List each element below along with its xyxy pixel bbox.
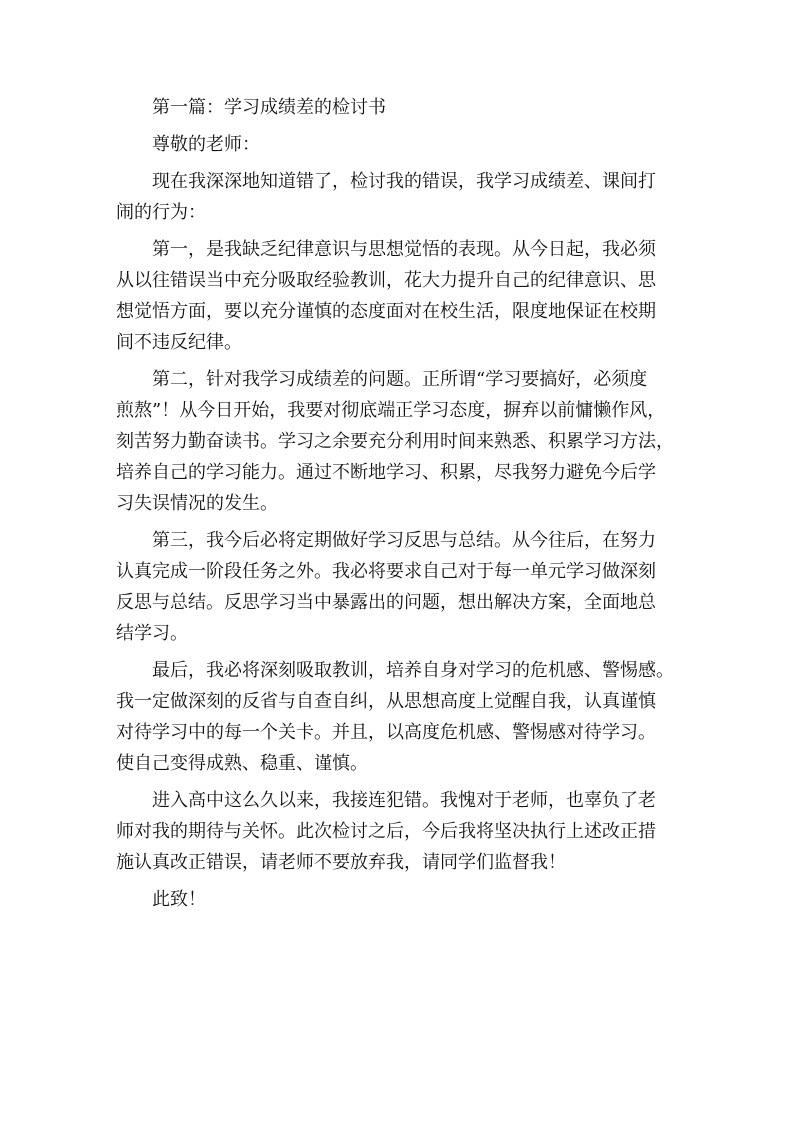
paragraph-line: 对待学习中的每一个关卡。并且，以高度危机感、警惕感对待学习。 [116, 722, 656, 743]
paragraph-line: 使自己变得成熟、稳重、谨慎。 [116, 753, 368, 774]
paragraph-line: 培养自己的学习能力。通过不断地学习、积累，尽我努力避免今后学 [116, 462, 656, 483]
paragraph-line: 施认真改正错误，请老师不要放弃我，请同学们监督我！ [116, 852, 566, 873]
paragraph-line: 现在我深深地知道错了，检讨我的错误，我学习成绩差、课间打 [152, 171, 656, 192]
paragraph-line: 第三，我今后必将定期做好学习反思与总结。从今往后，在努力 [152, 530, 656, 551]
paragraph-line: 第一，是我缺乏纪律意识与思想觉悟的表现。从今日起，我必须 [152, 239, 656, 260]
salutation: 尊敬的老师： [152, 134, 260, 155]
paragraph-line: 进入高中这么久以来，我接连犯错。我愧对于老师，也辜负了老 [152, 790, 656, 811]
paragraph-line: 第二，针对我学习成绩差的问题。正所谓“学习要搞好，必须度 [152, 369, 648, 390]
paragraph-line: 习失误情况的发生。 [116, 493, 278, 514]
paragraph-line: 煎熬”！从今日开始，我要对彻底端正学习态度，摒弃以前慵懒作风， [116, 400, 666, 421]
closing-line: 此致！ [152, 889, 206, 910]
paragraph-line: 间不违反纪律。 [116, 332, 242, 353]
paragraph-line: 闹的行为： [116, 202, 206, 223]
paragraph-line: 师对我的期待与关怀。此次检讨之后，今后我将坚决执行上述改正措 [116, 821, 656, 842]
paragraph-line: 刻苦努力勤奋读书。学习之余要充分利用时间来熟悉、积累学习方法， [116, 431, 674, 452]
paragraph-line: 结学习。 [116, 623, 188, 644]
paragraph-line: 认真完成一阶段任务之外。我必将要求自己对于每一单元学习做深刻 [116, 561, 656, 582]
paragraph-line: 从以往错误当中充分吸取经验教训，花大力提升自己的纪律意识、思 [116, 270, 656, 291]
paragraph-line: 想觉悟方面，要以充分谨慎的态度面对在校生活，限度地保证在校期 [116, 301, 656, 322]
document-body [116, 92, 692, 915]
paragraph-line: 最后，我必将深刻吸取教训，培养自身对学习的危机感、警惕感。 [152, 660, 674, 681]
paragraph-line: 我一定做深刻的反省与自查自纠，从思想高度上觉醒自我，认真谨慎 [116, 691, 656, 712]
document-title: 第一篇：学习成绩差的检讨书 [152, 97, 386, 118]
paragraph-line: 反思与总结。反思学习当中暴露出的问题，想出解决方案，全面地总 [116, 592, 656, 613]
